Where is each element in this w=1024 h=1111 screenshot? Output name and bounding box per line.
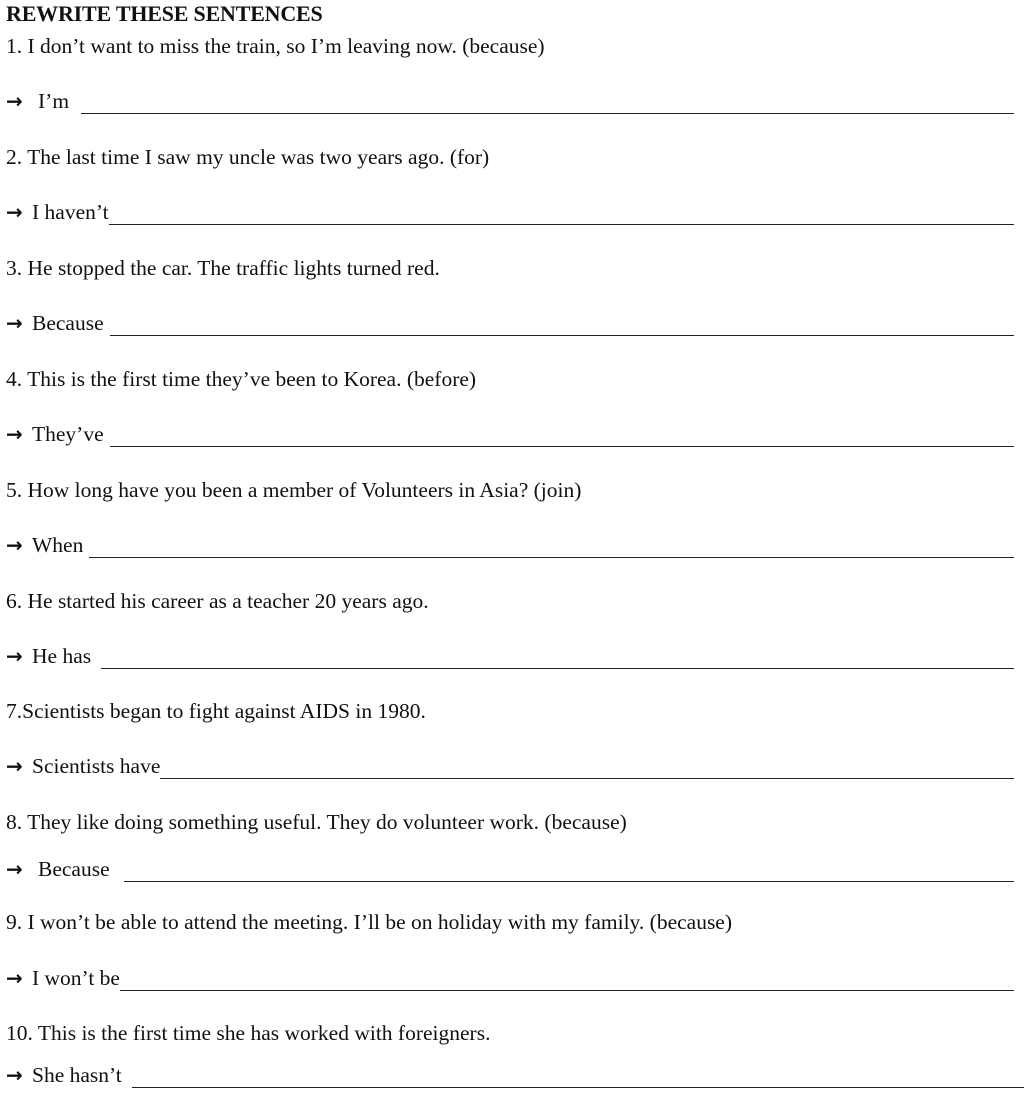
answer-start-10: She hasn’t [32,1063,122,1087]
answer-blank-9[interactable] [120,970,1014,991]
answer-start-8: Because [38,857,110,881]
arrow-right-icon: → [6,644,23,668]
answer-start-1: I’m [38,89,70,113]
answer-row-6 [6,643,1014,669]
answer-blank-8[interactable] [124,861,1014,882]
exercise-prompt-4: 4. This is the first time they’ve been to Korea. (before) [6,367,477,391]
answer-start-5: When [32,533,84,557]
answer-blank-1[interactable] [81,93,1014,114]
answer-blank-6[interactable] [101,648,1014,669]
exercise-prompt-2: 2. The last time I saw my uncle was two years ago. (for) [6,145,490,169]
answer-blank-7[interactable] [160,758,1014,779]
answer-start-4: They’ve [32,422,104,446]
arrow-right-icon: → [6,311,23,335]
answer-blank-3[interactable] [110,315,1014,336]
exercise-prompt-10: 10. This is the first time she has worked with foreigners. [6,1021,491,1045]
answer-blank-10[interactable] [132,1067,1024,1088]
exercise-prompt-7: 7.Scientists began to fight against AIDS in 1980. [6,699,426,723]
exercise-prompt-9: 9. I won’t be able to attend the meeting. I’ll be on holiday with my family. (because) [6,910,733,934]
arrow-right-icon: → [6,857,23,881]
answer-row-10 [6,1062,1024,1088]
answer-row-8 [6,856,1014,882]
answer-blank-2[interactable] [109,204,1014,225]
exercise-prompt-5: 5. How long have you been a member of Volunteers in Asia? (join) [6,478,582,502]
arrow-right-icon: → [6,89,23,113]
exercise-prompt-8: 8. They like doing something useful. They do volunteer work. (because) [6,810,627,834]
exercise-prompt-6: 6. He started his career as a teacher 20 years ago. [6,589,429,613]
worksheet-title: REWRITE THESE SENTENCES [6,1,323,26]
answer-start-9: I won’t be [32,966,120,990]
answer-row-7 [6,753,1014,779]
arrow-right-icon: → [6,1063,23,1087]
answer-start-2: I haven’t [32,200,109,224]
arrow-right-icon: → [6,754,23,778]
arrow-right-icon: → [6,966,23,990]
exercise-prompt-1: 1. I don’t want to miss the train, so I’m leaving now. (because) [6,34,545,58]
arrow-right-icon: → [6,533,23,557]
answer-blank-5[interactable] [89,537,1014,558]
answer-start-6: He has [32,644,92,668]
answer-start-3: Because [32,311,104,335]
answer-row-5 [6,532,1014,558]
answer-blank-4[interactable] [110,426,1014,447]
exercise-prompt-3: 3. He stopped the car. The traffic lights turned red. [6,256,440,280]
arrow-right-icon: → [6,200,23,224]
answer-start-7: Scientists have [32,754,161,778]
answer-row-3 [6,310,1014,336]
answer-row-2 [6,199,1014,225]
answer-row-4 [6,421,1014,447]
answer-row-9 [6,965,1014,991]
arrow-right-icon: → [6,422,23,446]
answer-row-1 [6,88,1014,114]
